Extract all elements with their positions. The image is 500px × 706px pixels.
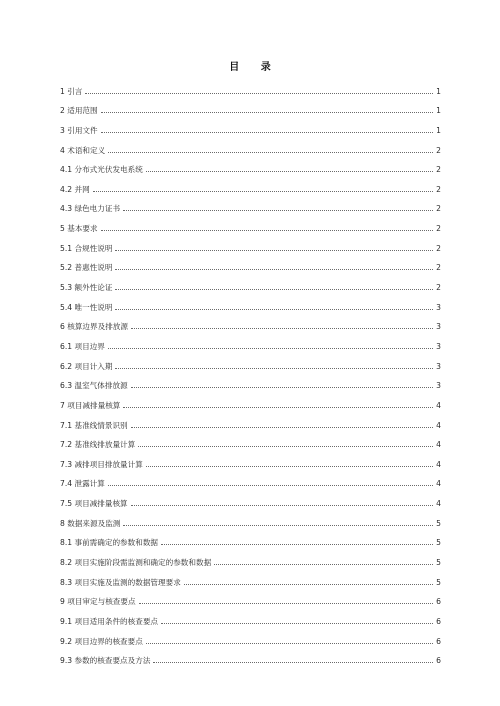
- toc-dot-leader: [115, 368, 433, 369]
- toc-entry-page-number: 5: [436, 577, 441, 587]
- toc-entry-label: 5.2 普惠性说明: [60, 263, 113, 273]
- toc-dot-leader: [138, 446, 433, 447]
- toc-dot-leader: [131, 328, 433, 329]
- toc-entry-page-number: 3: [436, 322, 441, 332]
- toc-dot-leader: [93, 191, 433, 192]
- toc-entry-page-number: 4: [436, 479, 441, 489]
- toc-entry[interactable]: [60, 96, 441, 116]
- toc-entry-label: 4 术语和定义: [60, 145, 106, 155]
- toc-entry-page-number: 3: [436, 361, 441, 371]
- toc-entry[interactable]: [60, 547, 441, 567]
- toc-dot-leader: [108, 348, 433, 349]
- toc-entry[interactable]: [60, 410, 441, 430]
- toc-entry[interactable]: [60, 115, 441, 135]
- toc-entry-page-number: 4: [436, 459, 441, 469]
- toc-dot-leader: [184, 584, 433, 585]
- toc-entry-label: 7.3 减排项目排放量计算: [60, 459, 143, 469]
- toc-entry-page-number: 4: [436, 400, 441, 410]
- toc-dot-leader: [131, 387, 433, 388]
- toc-entry[interactable]: [60, 567, 441, 587]
- toc-entry-page-number: 6: [436, 656, 441, 666]
- toc-entry[interactable]: [60, 331, 441, 351]
- toc-dot-leader: [101, 230, 433, 231]
- toc-entry[interactable]: [60, 430, 441, 450]
- toc-entry[interactable]: [60, 469, 441, 489]
- toc-entry-page-number: 4: [436, 420, 441, 430]
- toc-entry-label: 5 基本要求: [60, 224, 98, 234]
- toc-dot-leader: [85, 93, 433, 94]
- toc-entry[interactable]: [60, 135, 441, 155]
- toc-dot-leader: [161, 544, 433, 545]
- toc-entry-label: 7.4 泄露计算: [60, 479, 105, 489]
- toc-dot-leader: [101, 112, 433, 113]
- toc-dot-leader: [108, 485, 433, 486]
- toc-dot-leader: [131, 505, 433, 506]
- toc-entry-label: 8.2 项目实施阶段需监测和确定的参数和数据: [60, 558, 212, 568]
- toc-entry[interactable]: [60, 213, 441, 233]
- toc-dot-leader: [153, 662, 433, 663]
- toc-entry-label: 4.1 分布式光伏发电系统: [60, 165, 143, 175]
- toc-entry-label: 2 适用范围: [60, 106, 98, 116]
- toc-entry[interactable]: [60, 449, 441, 469]
- toc-entry-page-number: 3: [436, 381, 441, 391]
- toc-entry[interactable]: [60, 174, 441, 194]
- toc-entry[interactable]: [60, 606, 441, 626]
- toc-entry[interactable]: [60, 646, 441, 666]
- toc-entry-page-number: 5: [436, 518, 441, 528]
- toc-dot-leader: [101, 132, 433, 133]
- toc-entry[interactable]: [60, 272, 441, 292]
- toc-entry-page-number: 2: [436, 243, 441, 253]
- toc-entry[interactable]: [60, 371, 441, 391]
- toc-entry-page-number: 3: [436, 302, 441, 312]
- toc-dot-leader: [139, 603, 433, 604]
- toc-entry-page-number: 1: [436, 106, 441, 116]
- toc-entry[interactable]: [60, 194, 441, 214]
- toc-entry-label: 8 数据来源及监测: [60, 518, 121, 528]
- toc-entry[interactable]: [60, 508, 441, 528]
- toc-entry[interactable]: [60, 292, 441, 312]
- toc-entry[interactable]: [60, 626, 441, 646]
- toc-entry-page-number: 1: [436, 125, 441, 135]
- toc-entry-label: 7.2 基准线排放量计算: [60, 440, 136, 450]
- toc-entry-label: 7.5 项目减排量核算: [60, 499, 128, 509]
- toc-entry-page-number: 3: [436, 341, 441, 351]
- toc-entry-page-number: 2: [436, 165, 441, 175]
- toc-entry-label: 5.1 合规性说明: [60, 243, 113, 253]
- toc-entry-page-number: 6: [436, 636, 441, 646]
- toc-entry[interactable]: [60, 587, 441, 607]
- toc-entry-page-number: 4: [436, 440, 441, 450]
- toc-entry-label: 9 项目审定与核查要点: [60, 597, 136, 607]
- toc-entry-label: 4.2 并网: [60, 184, 90, 194]
- toc-entry-page-number: 2: [436, 224, 441, 234]
- toc-dot-leader: [146, 171, 433, 172]
- toc-entry-label: 7 项目减排量核算: [60, 400, 121, 410]
- toc-entry[interactable]: [60, 312, 441, 332]
- toc-entry-page-number: 6: [436, 597, 441, 607]
- toc-dot-leader: [123, 210, 433, 211]
- toc-dot-leader: [214, 564, 433, 565]
- toc-dot-leader: [123, 407, 433, 408]
- toc-entry-label: 8.3 项目实施及监测的数据管理要求: [60, 577, 181, 587]
- toc-entry-label: 8.1 事前需确定的参数和数据: [60, 538, 159, 548]
- toc-entry-page-number: 1: [436, 86, 441, 96]
- toc-entry[interactable]: [60, 528, 441, 548]
- toc-entry-page-number: 5: [436, 558, 441, 568]
- toc-entry[interactable]: [60, 390, 441, 410]
- toc-entry[interactable]: [60, 76, 441, 96]
- toc-dot-leader: [161, 623, 433, 624]
- toc-entry-label: 9.3 参数的核查要点及方法: [60, 656, 151, 666]
- toc-dot-leader: [146, 466, 433, 467]
- toc-entry-label: 6.3 温室气体排放源: [60, 381, 128, 391]
- toc-entry-label: 6 核算边界及排放源: [60, 322, 128, 332]
- toc-entry-page-number: 2: [436, 204, 441, 214]
- toc-entry-page-number: 2: [436, 184, 441, 194]
- toc-list: [60, 76, 441, 665]
- toc-dot-leader: [123, 525, 433, 526]
- toc-entry-label: 1 引言: [60, 86, 83, 96]
- toc-entry-label: 6.1 项目边界: [60, 341, 105, 351]
- toc-entry-label: 7.1 基准线情景识别: [60, 420, 128, 430]
- toc-entry-page-number: 2: [436, 283, 441, 293]
- toc-entry-label: 9.2 项目边界的核查要点: [60, 636, 143, 646]
- toc-dot-leader: [108, 152, 433, 153]
- toc-dot-leader: [115, 309, 433, 310]
- toc-entry-label: 3 引用文件: [60, 125, 98, 135]
- toc-entry-label: 9.1 项目适用条件的核查要点: [60, 616, 159, 626]
- toc-entry-label: 5.4 唯一性说明: [60, 302, 113, 312]
- toc-entry-page-number: 6: [436, 616, 441, 626]
- toc-entry[interactable]: [60, 351, 441, 371]
- page-title: 目 录: [229, 62, 280, 73]
- toc-entry[interactable]: [60, 253, 441, 273]
- toc-entry-label: 6.2 项目计入期: [60, 361, 113, 371]
- toc-dot-leader: [146, 643, 433, 644]
- toc-entry-label: 5.3 额外性论证: [60, 283, 113, 293]
- toc-entry[interactable]: [60, 488, 441, 508]
- toc-dot-leader: [115, 289, 433, 290]
- toc-entry[interactable]: [60, 155, 441, 175]
- toc-entry-page-number: 2: [436, 263, 441, 273]
- toc-entry-page-number: 4: [436, 499, 441, 509]
- toc-dot-leader: [115, 250, 433, 251]
- toc-entry[interactable]: [60, 233, 441, 253]
- toc-entry-page-number: 5: [436, 538, 441, 548]
- toc-entry-page-number: 2: [436, 145, 441, 155]
- toc-dot-leader: [115, 269, 433, 270]
- toc-entry-label: 4.3 绿色电力证书: [60, 204, 121, 214]
- toc-dot-leader: [131, 427, 433, 428]
